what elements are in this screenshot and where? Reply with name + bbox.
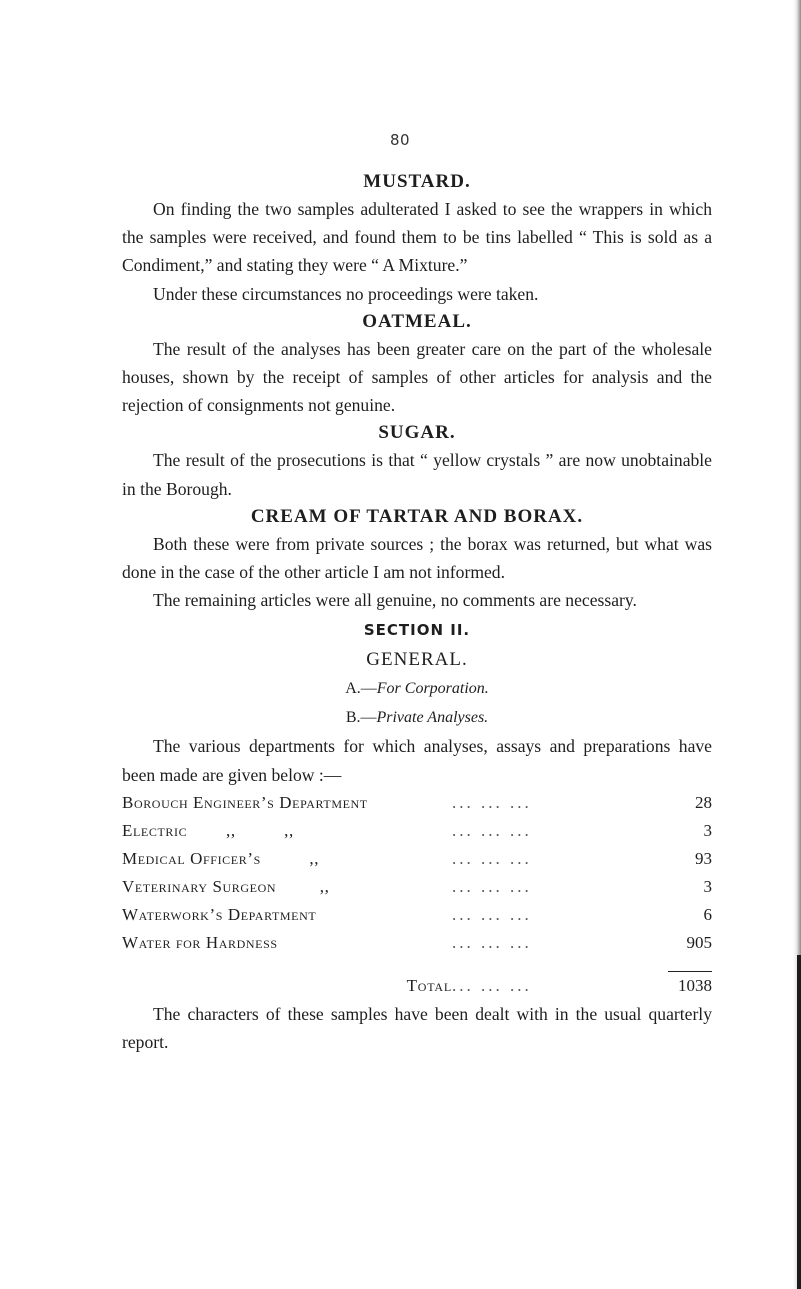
row-value: 93 (695, 848, 712, 868)
table-row (122, 845, 712, 873)
row-label: Borouch Engineer’s Department (122, 792, 368, 812)
section-item-b-text: Private Analyses. (376, 709, 489, 727)
oatmeal-heading: OATMEAL. (362, 310, 472, 332)
mustard-paragraph-2: Under these circumstances no proceedings were taken. (153, 283, 539, 304)
table-total-row (122, 971, 712, 1000)
cream-of-tartar-paragraph-2: The remaining articles were all genuine, no comments are necessary. (153, 590, 637, 611)
row-label: Electric ,, ,, (122, 820, 294, 840)
section-item-a-text: For Corporation. (376, 680, 489, 698)
document-body (122, 168, 712, 1056)
total-label: Total (406, 975, 452, 995)
table-row (122, 817, 712, 845)
row-leader: ... ... ... (452, 848, 532, 868)
general-subheading: GENERAL. (366, 649, 468, 671)
row-leader: ... ... ... (452, 876, 532, 896)
row-leader: ... ... ... (452, 792, 532, 812)
spacer-cell (668, 957, 712, 972)
departments-table (122, 789, 712, 1000)
row-label: Water for Hardness (122, 932, 278, 952)
sugar-heading: SUGAR. (378, 422, 456, 444)
table-row (122, 789, 712, 817)
table-row (122, 929, 712, 957)
section-item-b (122, 703, 712, 732)
closing-paragraph: The characters of these samples have been dealt with in the usual quarterly report. (122, 1003, 712, 1053)
row-value: 3 (703, 876, 712, 896)
section-item-a (122, 674, 712, 703)
row-leader: ... ... ... (452, 904, 532, 924)
row-label: Waterwork’s Department (122, 904, 317, 924)
table-row (122, 873, 712, 901)
cream-of-tartar-heading: CREAM OF TARTAR AND BORAX. (250, 505, 584, 527)
oatmeal-paragraph: The result of the analyses has been greater care on the part of the wholesale houses, shown by the receipt of samples of other articles for analysis and the rejection of consignments not genuine. (122, 338, 712, 416)
total-value: 1038 (668, 971, 712, 1000)
section-item-b-prefix: B.— (345, 709, 377, 727)
departments-intro: The various departments for which analyses, assays and preparations have been made are given below :— (122, 736, 712, 785)
table-spacer (122, 957, 712, 972)
total-leader: ... ... ... (452, 975, 532, 995)
spacer-cell (122, 957, 452, 972)
mustard-heading: MUSTARD. (363, 171, 471, 192)
row-leader: ... ... ... (452, 932, 532, 952)
row-value: 3 (703, 820, 712, 840)
mustard-paragraph-1: On finding the two samples adulterated I asked to see the wrappers in which the samples were received, and found them to be tins labelled “ This is sold as a Condiment,” and stating they were “ A Mixture.” (122, 199, 712, 276)
spacer-cell (452, 957, 668, 972)
table-row (122, 901, 712, 929)
row-label: Veterinary Surgeon ,, (122, 876, 330, 896)
section-item-a-prefix: A.— (345, 680, 377, 698)
row-value: 905 (686, 932, 712, 952)
page-number: 80 (390, 131, 411, 149)
page-edge-binding (797, 955, 801, 1289)
row-label: Medical Officer’s ,, (122, 848, 320, 868)
section-two-heading: SECTION II. (363, 621, 471, 640)
sugar-paragraph: The result of the prosecutions is that “ yellow crystals ” are now unobtainable in the Borough. (122, 450, 712, 499)
row-leader: ... ... ... (452, 820, 532, 840)
row-value: 28 (695, 792, 712, 812)
row-value: 6 (703, 904, 712, 924)
cream-of-tartar-paragraph-1: Both these were from private sources ; the borax was returned, but what was done in the case of the other article I am not informed. (122, 533, 712, 583)
